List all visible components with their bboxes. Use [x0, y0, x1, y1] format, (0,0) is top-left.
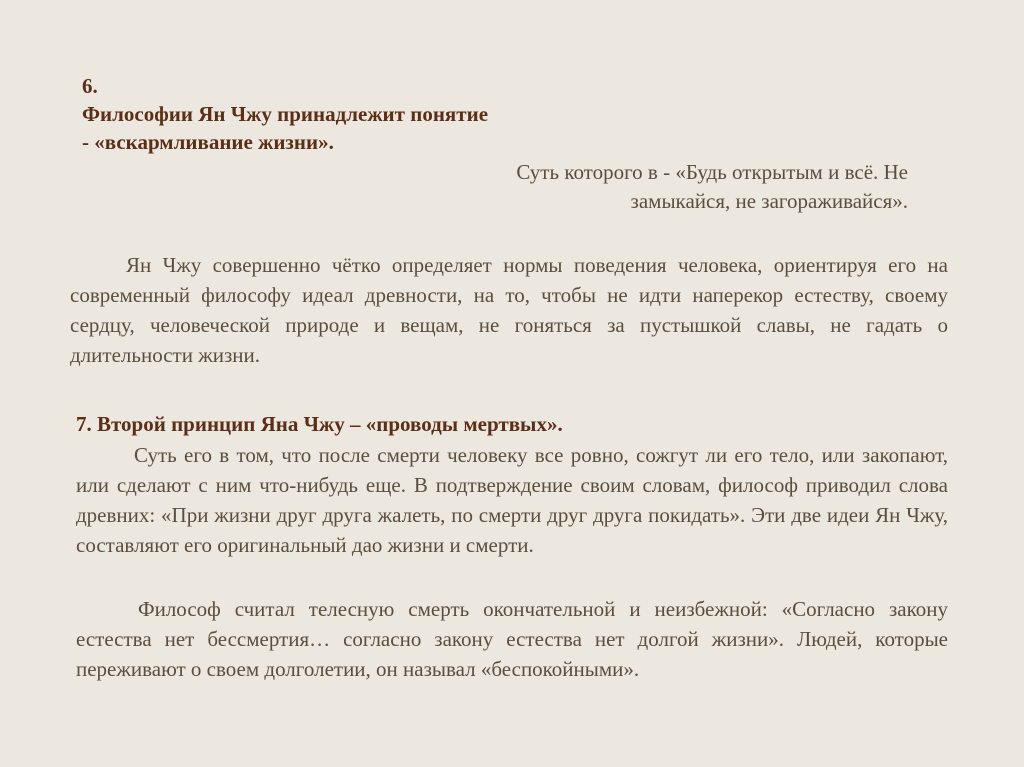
quote-line-1: Суть которого в - «Будь открытым и всё. Не — [516, 160, 908, 184]
paragraph-after-death: Суть его в том, что после смерти человеку все ровно, сожгут ли его тело, или закопают, или сделают с ним что-нибудь еще. В подтверждение своим словам, философ приводил слова древних: «При жизни друг друга жалеть, по смерти друг друга покидать». Эти две идеи Ян Чжу, составляют его оригинальный дао жизни и смерти. — [76, 443, 948, 557]
heading-line-1: Философии Ян Чжу принадлежит понятие — [82, 102, 489, 126]
paragraph-bodily-death: Философ считал телесную смерть окончательной и неизбежной: «Согласно закону естества нет бессмертия… согласно закону естества нет долгой жизни». Людей, которые переживают о своем долголетии, он называл «беспокойными». — [76, 597, 948, 681]
section-2-title: 7. Второй принцип Яна Чжу – «проводы мертвых». — [76, 412, 563, 436]
paragraph-behavior-norms: Ян Чжу совершенно чётко определяет нормы поведения человека, ориентируя его на современный философу идеал древности, на то, чтобы не идти наперекор естеству, своему сердцу, человеческой природе и вещам, не гоняться за пустышкой славы, не гадать о длительности жизни. — [70, 253, 948, 367]
quote-line-2: замыкайся, не загораживайся». — [630, 189, 908, 213]
section-heading — [82, 72, 488, 156]
heading-line-2: - «вскармливание жизни». — [82, 130, 334, 154]
quote-block — [516, 158, 908, 216]
section-number: 6. — [82, 74, 98, 98]
